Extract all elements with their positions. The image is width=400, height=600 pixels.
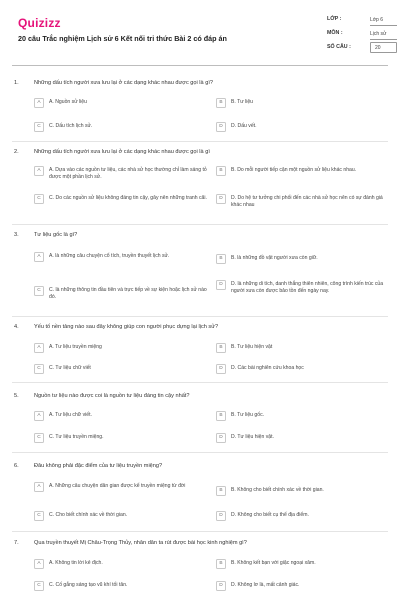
option-letter-b: B — [216, 98, 226, 108]
option-text: B. Tư liệu — [231, 99, 254, 105]
option-letter-b: B — [216, 254, 226, 264]
question-number: 3. — [14, 232, 19, 238]
question-text: Nguồn tư liệu nào được coi là nguồn tư liệu đáng tin cậy nhất? — [34, 393, 190, 399]
question-text: Yếu tố nền tảng nào sau đây không giúp con người phục dựng lại lịch sử? — [34, 324, 219, 330]
option-letter-a: A — [34, 482, 44, 492]
option-letter-d: D — [216, 433, 226, 443]
option-letter-a: A — [34, 166, 44, 176]
option-text: B. Do mỗi người tiếp cận một nguồn sử liệu khác nhau. — [231, 167, 357, 173]
option-letter-a: A — [34, 343, 44, 353]
meta-count-row — [327, 42, 397, 56]
count-value: 20 — [375, 45, 381, 51]
count-label: SỐ CÂU : — [327, 44, 351, 50]
question-text: Đâu không phải đặc điểm của tư liệu truyền miệng? — [34, 463, 163, 469]
option-text: A. Tư liệu truyền miệng — [49, 344, 102, 350]
meta-info — [327, 14, 397, 56]
question-3 — [12, 232, 388, 318]
option-text: D. Không lơ là, mất cảnh giác. — [231, 582, 300, 588]
option-text: A. Dựa vào các nguồn tư liệu, các nhà sử học thường chỉ làm sáng tỏ được một phần lịch sử. — [49, 167, 207, 180]
option-letter-d: D — [216, 364, 226, 374]
question-number: 1. — [14, 80, 19, 86]
option-text: C. Cố gắng sáng tạo vũ khí tối tân. — [49, 582, 128, 588]
count-box — [370, 42, 397, 53]
option-text: D. Tư liệu hiện vật. — [231, 434, 274, 440]
question-number: 4. — [14, 324, 19, 330]
option-letter-a: A — [34, 559, 44, 569]
option-letter-d: D — [216, 581, 226, 591]
class-underline — [370, 25, 397, 26]
class-label: LỚP : — [327, 16, 342, 22]
option-letter-b: B — [216, 559, 226, 569]
option-letter-c: C — [34, 364, 44, 374]
option-text: C. Dấu tích lịch sử. — [49, 123, 93, 129]
quizizz-logo: Quizizz — [18, 16, 61, 30]
option-letter-a: A — [34, 98, 44, 108]
meta-class-row — [327, 14, 397, 28]
question-number: 5. — [14, 393, 19, 399]
question-number: 7. — [14, 540, 19, 546]
question-divider — [12, 224, 388, 225]
option-letter-c: C — [34, 581, 44, 591]
option-text: B. Tư liệu hiện vật — [231, 344, 273, 350]
question-divider — [12, 316, 388, 317]
option-letter-c: C — [34, 433, 44, 443]
option-text: B. Không kết bạn với giặc ngoại xâm. — [231, 560, 316, 566]
question-2 — [12, 149, 388, 223]
question-5 — [12, 393, 388, 453]
option-letter-b: B — [216, 343, 226, 353]
option-letter-b: B — [216, 486, 226, 496]
option-letter-c: C — [34, 511, 44, 521]
option-letter-c: C — [34, 286, 44, 296]
option-text: C. là những thông tin đầu tiên và trực tiếp về sự kiện hoặc lịch sử nào đó. — [49, 287, 207, 300]
question-divider — [12, 531, 388, 532]
question-number: 6. — [14, 463, 19, 469]
question-number: 2. — [14, 149, 19, 155]
worksheet-header — [12, 0, 388, 66]
option-text: D. Các bài nghiên cứu khoa học — [231, 365, 304, 371]
option-text: B. Tư liệu gốc. — [231, 412, 265, 418]
question-divider — [12, 452, 388, 453]
question-text: Qua truyền thuyết Mị Châu-Trọng Thủy, nhân dân ta rút được bài học kinh nghiệm gì? — [34, 540, 247, 546]
option-text: B. là những đồ vật người xưa còn giữ. — [231, 255, 318, 261]
subject-label: MÔN : — [327, 30, 343, 36]
option-letter-c: C — [34, 122, 44, 132]
option-text: A. Không tin lời kẻ địch. — [49, 560, 103, 566]
option-text: A. là những câu chuyện cổ tích, truyền thuyết lịch sử. — [49, 253, 170, 259]
question-text: Tư liệu gốc là gì? — [34, 232, 78, 238]
question-6 — [12, 463, 388, 531]
option-letter-c: C — [34, 194, 44, 204]
option-letter-a: A — [34, 411, 44, 421]
option-text: D. Dấu vết. — [231, 123, 257, 129]
option-letter-d: D — [216, 194, 226, 204]
option-text: B. Không cho biết chính xác về thời gian. — [231, 487, 324, 493]
question-text: Những dấu tích người xưa lưu lại ở các dạng khác nhau được gọi là gì — [34, 149, 210, 155]
option-letter-d: D — [216, 280, 226, 290]
question-1 — [12, 80, 388, 140]
option-text: A. Nguồn sử liệu — [49, 99, 87, 105]
option-letter-d: D — [216, 511, 226, 521]
option-text: C. Tư liệu truyền miệng. — [49, 434, 104, 440]
subject-value: Lịch sử — [370, 31, 387, 37]
option-text: C. Cho biết chính xác về thời gian. — [49, 512, 128, 518]
option-text: A. Tư liệu chữ viết. — [49, 412, 92, 418]
option-text: C. Do các nguồn sử liệu không đáng tin cậy, gây nên những tranh cãi. — [49, 195, 207, 201]
option-text: C. Tư liệu chữ viết — [49, 365, 91, 371]
option-letter-a: A — [34, 252, 44, 262]
question-7 — [12, 540, 388, 598]
option-letter-b: B — [216, 166, 226, 176]
question-divider — [12, 382, 388, 383]
question-4 — [12, 324, 388, 384]
option-text: A. Những câu chuyện dân gian được kể truyền miệng từ đời — [49, 483, 186, 489]
option-text: D. là những di tích, danh thắng thiên nhiên, công trình kiến trúc của người xưa còn được bảo tồn đến ngày nay. — [231, 281, 384, 294]
option-letter-b: B — [216, 411, 226, 421]
option-text: D. Do hệ tư tưởng chi phối đến các nhà sử học nên có sự đánh giá khác nhau — [231, 195, 383, 208]
question-text: Những dấu tích người xưa lưu lại ở các dạng khác nhau được gọi là gì? — [34, 80, 213, 86]
meta-subject-row — [327, 28, 397, 42]
class-value: Lớp 6 — [370, 17, 384, 23]
document-title: 20 câu Trắc nghiệm Lịch sử 6 Kết nối tri thức Bài 2 có đáp án — [18, 34, 227, 43]
question-divider — [12, 141, 388, 142]
subject-underline — [370, 39, 397, 40]
option-letter-d: D — [216, 122, 226, 132]
option-text: D. Không cho biết cụ thể địa điểm. — [231, 512, 309, 518]
